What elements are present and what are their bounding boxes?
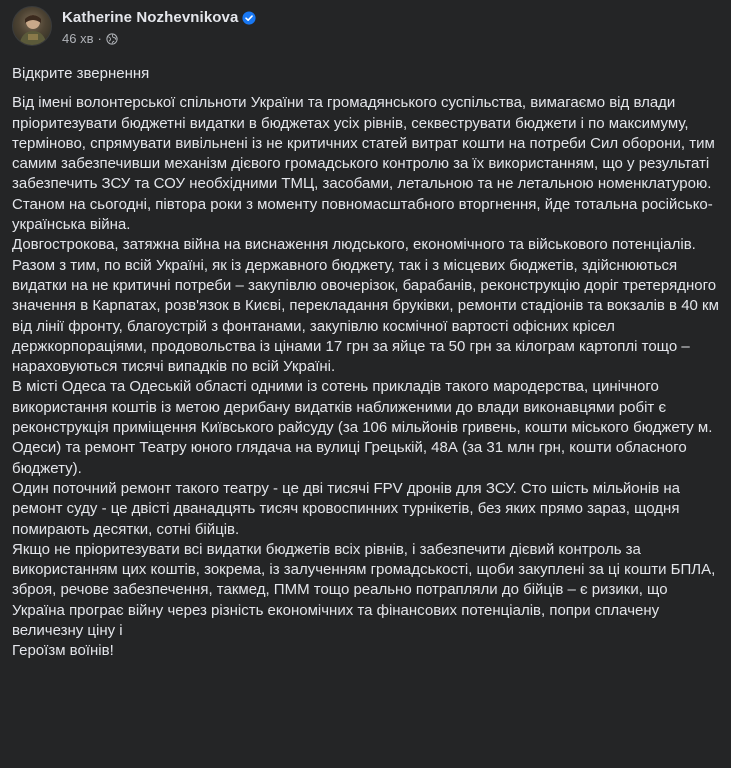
author-row	[62, 9, 256, 26]
avatar[interactable]	[12, 6, 52, 46]
post-meta	[62, 31, 118, 46]
meta-separator: ·	[97, 31, 102, 46]
post-paragraph: Разом з тим, по всій Україні, як із державного бюджету, так і з місцевих бюджетів, здійснюються видатки на не критичні потреби – закупівлю овочерізок, барабанів, реконструкцію доріг третерядного значення в Карпатах, розв'язок в Києві, перекладання бруківки, ремонти стадіонів та вокзалів в 40 км від лінії фронту, благоустрій з фонтанами, закупівлю космічної вартості офісних крісел держкорпораціями, продовольства із цінами 17 грн за яйце та 50 грн за кілограм картоплі тощо – нараховуються тисячі випадків по всій Україні.	[12, 256, 719, 376]
author-name[interactable]: Katherine Nozhevnikova	[62, 9, 239, 26]
post-paragraph: Якщо не пріоритезувати всі видатки бюджетів всіх рівнів, і забезпечити дієвий контроль за використанням цих коштів, зокрема, із залученням громадськості, щоби закуплені за ці кошти БПЛА, зброя, речове забезпечення, такмед, ПММ тощо реально потрапляли до бійців – є ризики, що Україна програє війну через різність економічних та фінансових потенціалів, попри сплачену величезну ціну і	[12, 540, 716, 640]
post-header	[12, 6, 712, 52]
post-title: Відкрите звернення	[12, 65, 150, 82]
post-paragraph: Від імені волонтерської спільноти України та громадянського суспільства, вимагаємо від влади пріоритезувати бюджетні видатки в бюджетах усіх рівнів, секвеструвати бюджети і по максимуму, терміново, спрямувати вивільнені із не критичних статей витрат кошти на потреби Сил оборони, тим самим забезпечивши механізм дієвого громадського контролю за їх використанням, що у результаті забезпечить ЗСУ та СОУ необхідними ТМЦ, засобами, летальною та не летальною номенклатурою.	[12, 94, 715, 193]
post-paragraph: Станом на сьогодні, півтора роки з моменту повномасштабного вторгнення, йде тотальна російсько-українська війна.	[12, 195, 713, 234]
post-timestamp[interactable]: 46 хв	[62, 31, 94, 46]
post-body	[12, 64, 722, 662]
post-paragraph: Довгострокова, затяжна війна на виснаження людського, економічного та військового потенціалів.	[12, 236, 696, 254]
profile-photo-icon	[13, 7, 52, 46]
post-paragraph: В місті Одеса та Одеській області одними із сотень прикладів такого мародерства, цинічного використання коштів із метою дерибану видатків наближеними до влади виконавцями робіт є реконструкція приміщення Київського райсуду (за 106 мільйонів гривень, кошти міського бюджету м. Одеси) та ремонт Театру юного глядача на вулиці Грецькій, 48А (за 31 млн грн, кошти обласного бюджету).	[12, 378, 713, 477]
post-paragraph: Один поточний ремонт такого театру - це дві тисячі FPV дронів для ЗСУ. Сто шість мільйонів на ремонт суду - це двісті дванадцять тисяч кровоспинних турнікетів, без яких прямо зараз, щодня помирають десятки, сотні бійців.	[12, 479, 680, 538]
post-paragraph: Героїзм воїнів!	[12, 642, 114, 660]
verified-badge-icon	[242, 11, 256, 25]
globe-icon[interactable]	[106, 33, 118, 45]
